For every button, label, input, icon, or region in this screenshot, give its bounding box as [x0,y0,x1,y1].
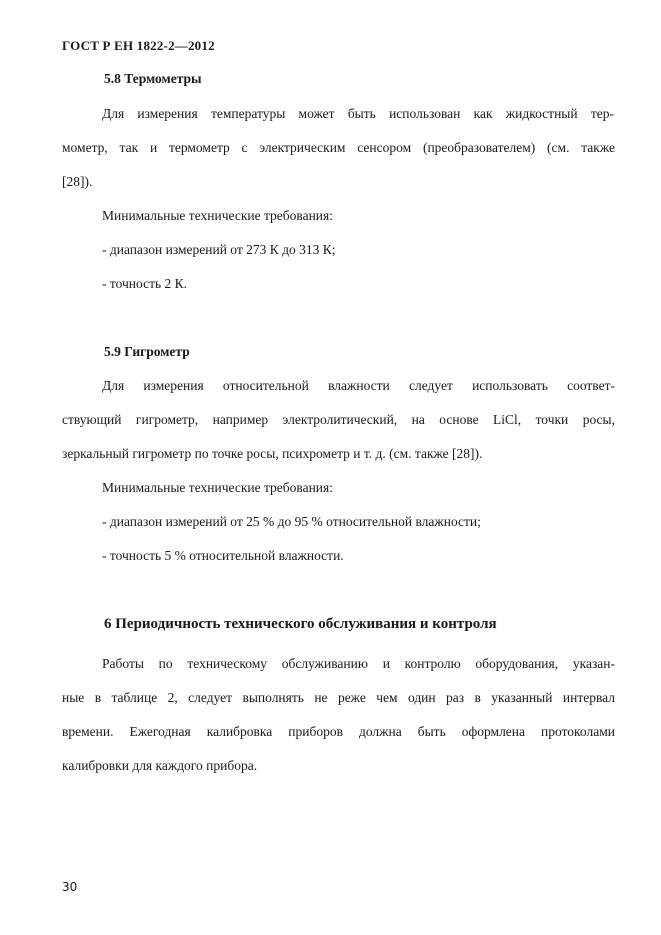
paragraph-line: ные в таблице 2, следует выполнять не реже чем один раз в указанный интервал [62,690,615,705]
paragraph-line: калибровки для каждого прибора. [62,758,258,773]
page-number: 30 [62,880,78,894]
requirements-intro: Минимальные технические требования: [102,208,333,223]
paragraph-line: зеркальный гигрометр по точке росы, психрометр и т. д. (см. также [28]). [62,446,483,461]
requirement-item: - диапазон измерений от 273 К до 313 К; [102,242,336,257]
section-heading-6: 6 Периодичность технического обслуживания и контроля [104,616,497,632]
section-heading-5-9: 5.9 Гигрометр [104,344,190,359]
paragraph-line: ствующий гигрометр, например электролитический, на основе LiCl, точки росы, [62,412,615,427]
paragraph-line: времени. Ежегодная калибровка приборов должна быть оформлена протоколами [62,724,615,739]
paragraph-line: [28]). [62,174,93,189]
requirement-item: - точность 5 % относительной влажности. [102,548,344,563]
requirements-intro: Минимальные технические требования: [102,480,333,495]
section-heading-5-8: 5.8 Термометры [104,71,202,86]
paragraph-line: Для измерения температуры может быть использован как жидкостный тер- [102,106,614,121]
paragraph-line: Для измерения относительной влажности следует использовать соответ- [102,378,615,393]
paragraph-line: Работы по техническому обслуживанию и контролю оборудования, указан- [102,656,615,671]
requirement-item: - точность 2 К. [102,276,188,291]
document-header: ГОСТ Р ЕН 1822-2—2012 [62,38,215,53]
paragraph-line: мометр, так и термометр с электрическим сенсором (преобразователем) (см. также [62,140,615,155]
requirement-item: - диапазон измерений от 25 % до 95 % относительной влажности; [102,514,481,529]
